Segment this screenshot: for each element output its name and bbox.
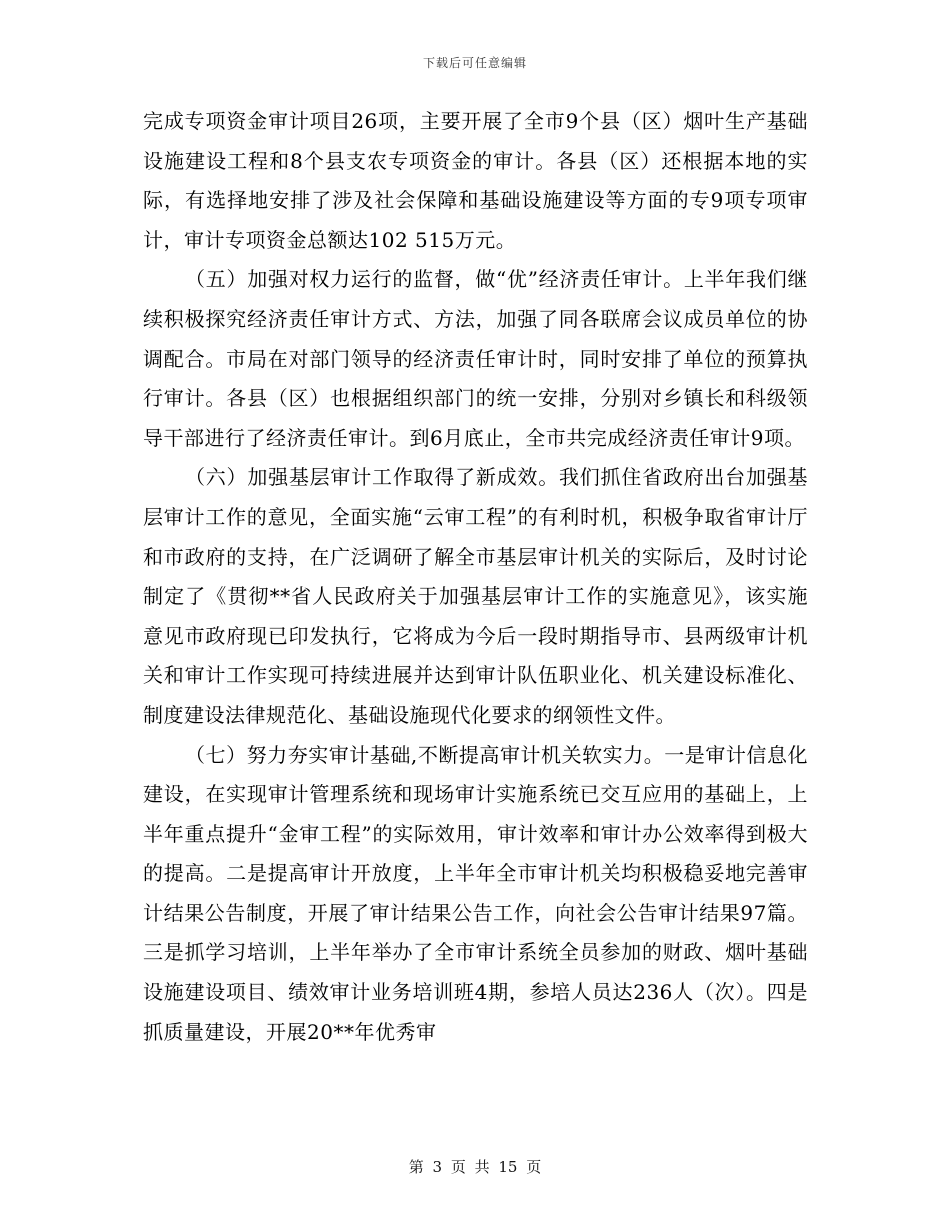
- paragraph-2: （五）加强对权力运行的监督，做“优”经济责任审计。上半年我们继续积极探究经济责任审计方式、方法，加强了同各联席会议成员单位的协调配合。市局在对部门领导的经济责任审计时，同时安排了单位的预算执行审计。各县（区）也根据组织部门的统一安排，分别对乡镇长和科级领导干部进行了经济责任审计。到6月底止，全市共完成经济责任审计9项。: [143, 267, 808, 450]
- paragraph-1: 完成专项资金审计项目26项，主要开展了全市9个县（区）烟叶生产基础设施建设工程和8个县支农专项资金的审计。各县（区）还根据本地的实际，有选择地安排了涉及社会保障和基础设施建设等方面的专9项专项审计，审计专项资金总额达102 515万元。: [143, 109, 808, 252]
- paragraph-3: （六）加强基层审计工作取得了新成效。我们抓住省政府出台加强基层审计工作的意见，全面实施“云审工程”的有利时机，积极争取省审计厅和市政府的支持，在广泛调研了解全市基层审计机关的实际后，及时讨论制定了《贯彻**省人民政府关于加强基层审计工作的实施意见》，该实施意见市政府现已印发执行，它将成为今后一段时期指导市、县两级审计机关和审计工作实现可持续进展并达到审计队伍职业化、机关建设标准化、制度建设法律规范化、基础设施现代化要求的纲领性文件。: [143, 465, 808, 727]
- paragraph-4: （七）努力夯实审计基础,不断提高审计机关软实力。一是审计信息化建设，在实现审计管理系统和现场审计实施系统已交互应用的基础上，上半年重点提升“金审工程”的实际效用，审计效率和审计办公效率得到极大的提高。二是提高审计开放度，上半年全市审计机关均积极稳妥地完善审计结果公告制度，开展了审计结果公告工作，向社会公告审计结果97篇。三是抓学习培训，上半年举办了全市审计系统全员参加的财政、烟叶基础设施建设项目、绩效审计业务培训班4期，参培人员达236人（次）。四是抓质量建设，开展20**年优秀审: [143, 742, 808, 1044]
- header-note: 下载后可任意编辑: [422, 56, 527, 70]
- page-number-footer: 第 3 页 共 15 页: [408, 1158, 542, 1176]
- document-body: [143, 102, 808, 1052]
